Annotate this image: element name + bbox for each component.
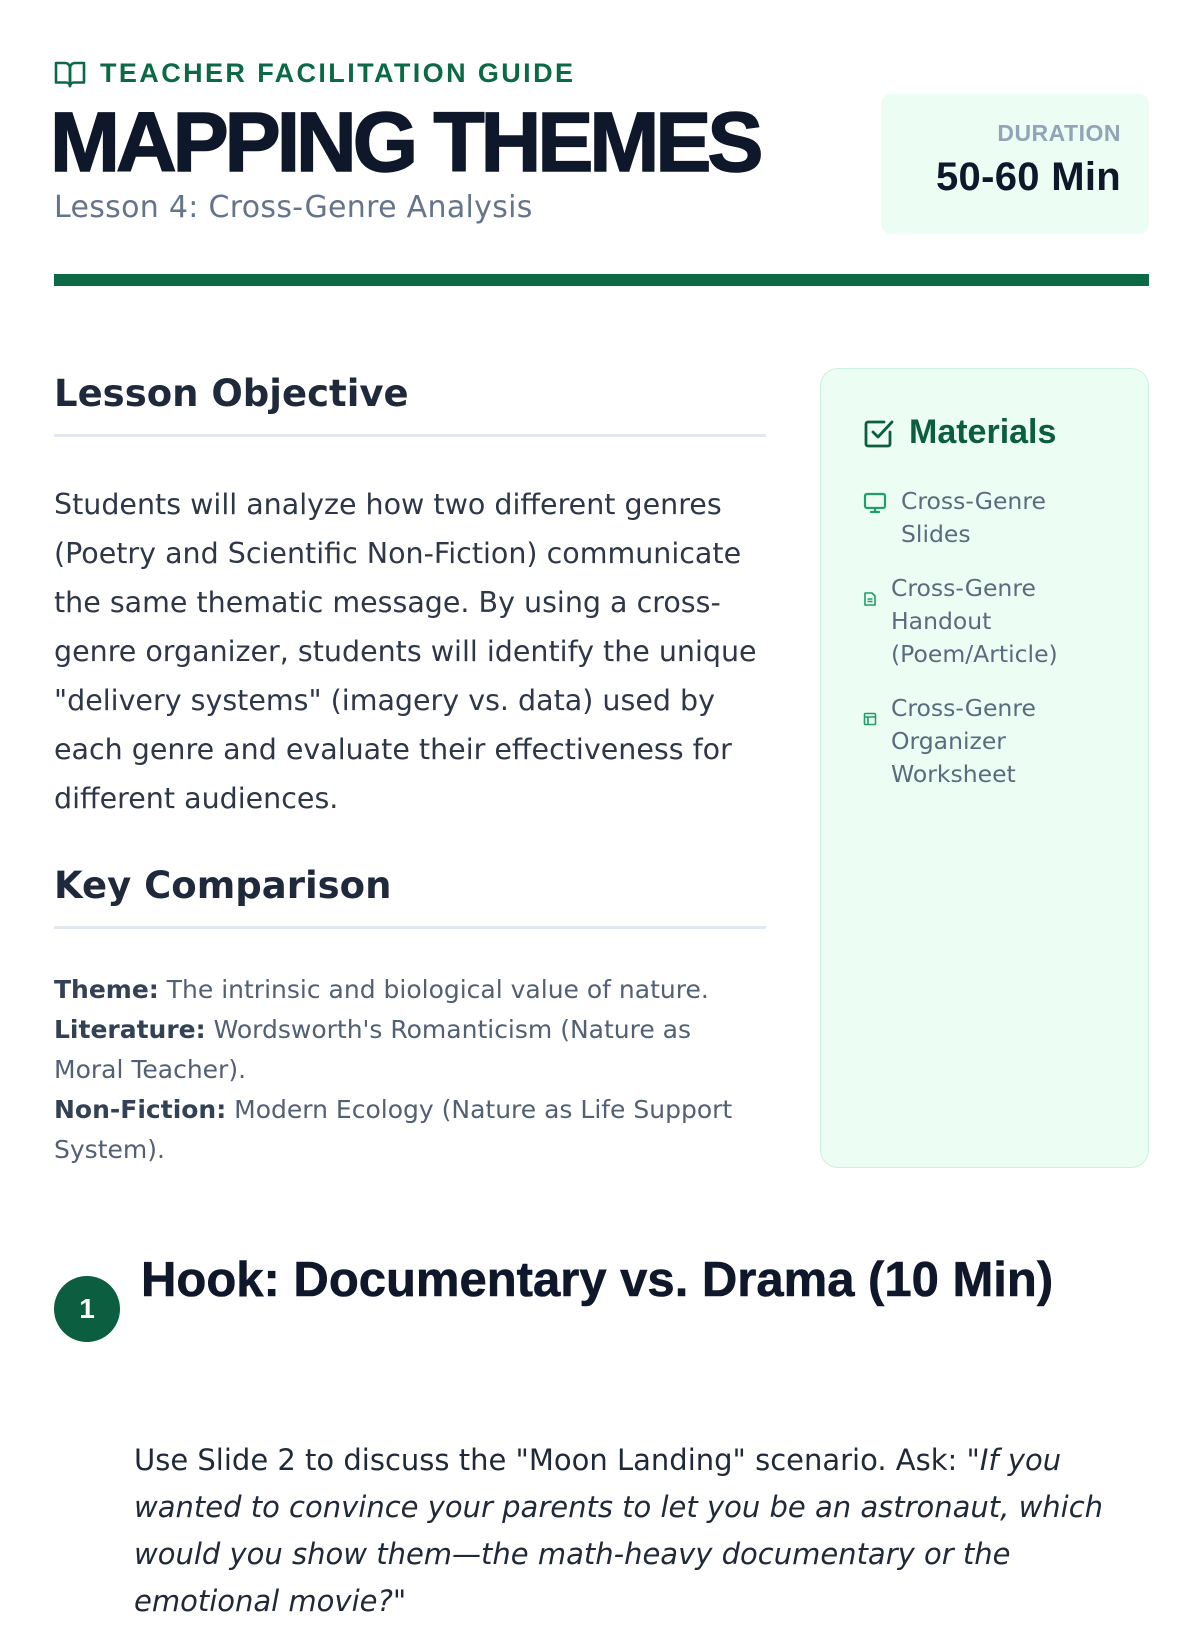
materials-card bbox=[820, 368, 1149, 1168]
comparison-list bbox=[54, 970, 766, 1170]
page-subtitle: Lesson 4: Cross-Genre Analysis bbox=[54, 190, 533, 225]
checkbox-icon bbox=[863, 417, 895, 449]
eyebrow bbox=[54, 58, 575, 89]
step-body bbox=[134, 1437, 1164, 1625]
worksheet-icon bbox=[863, 702, 877, 716]
step-instruction: Use Slide 2 to discuss the "Moon Landing" scenario. Ask: bbox=[134, 1443, 967, 1477]
objective-text: Students will analyze how two different genres (Poetry and Scientific Non-Fiction) communicate the same thematic message. By using a cross-genre organizer, students will identify the unique "delivery systems" (imagery vs. data) used by each genre and evaluate their effectiveness for different audiences. bbox=[54, 488, 757, 815]
comparison-label: Non-Fiction: bbox=[54, 1095, 227, 1124]
duration-box bbox=[881, 94, 1149, 234]
header-divider bbox=[54, 274, 1149, 286]
material-item-slides bbox=[863, 485, 1071, 551]
comparison-label: Theme: bbox=[54, 975, 159, 1004]
monitor-icon bbox=[863, 491, 887, 515]
comparison-item-non-fiction bbox=[54, 1090, 766, 1170]
comparison-item-literature bbox=[54, 1010, 766, 1090]
duration-value: 50-60 Min bbox=[936, 155, 1121, 199]
material-item-handout bbox=[863, 572, 1071, 671]
comparison-item-theme bbox=[54, 970, 766, 1010]
step-number-badge: 1 bbox=[54, 1276, 120, 1342]
comparison-text: Wordsworth's Romanticism (Nature as Moral Teacher). bbox=[54, 1015, 692, 1084]
comparison-text: Modern Ecology (Nature as Life Support System). bbox=[54, 1095, 733, 1164]
objective-divider bbox=[54, 434, 766, 437]
comparison-label: Literature: bbox=[54, 1015, 206, 1044]
comparison-heading: Key Comparison bbox=[54, 864, 392, 907]
material-item-worksheet bbox=[863, 692, 1071, 791]
material-label: Cross-Genre Organizer Worksheet bbox=[891, 694, 1036, 788]
document-icon bbox=[863, 582, 877, 596]
materials-heading-label: Materials bbox=[909, 413, 1057, 451]
materials-heading bbox=[863, 413, 1056, 452]
open-book-icon bbox=[54, 59, 86, 89]
comparison-divider bbox=[54, 926, 766, 929]
step-heading: Hook: Documentary vs. Drama (10 Min) bbox=[141, 1253, 1054, 1307]
material-label: Cross-Genre Handout (Poem/Article) bbox=[891, 574, 1058, 668]
page-title: MAPPING THEMES bbox=[50, 95, 760, 189]
objective-heading: Lesson Objective bbox=[54, 372, 409, 415]
comparison-text: The intrinsic and biological value of nature. bbox=[158, 975, 709, 1004]
step-question-quote: "If you wanted to convince your parents to let you be an astronaut, which would you show them—the math-heavy documentary or the emotional movie?" bbox=[134, 1443, 1104, 1618]
eyebrow-label: TEACHER FACILITATION GUIDE bbox=[100, 58, 576, 88]
material-label: Cross-Genre Slides bbox=[901, 487, 1046, 548]
duration-label: DURATION bbox=[997, 120, 1121, 146]
